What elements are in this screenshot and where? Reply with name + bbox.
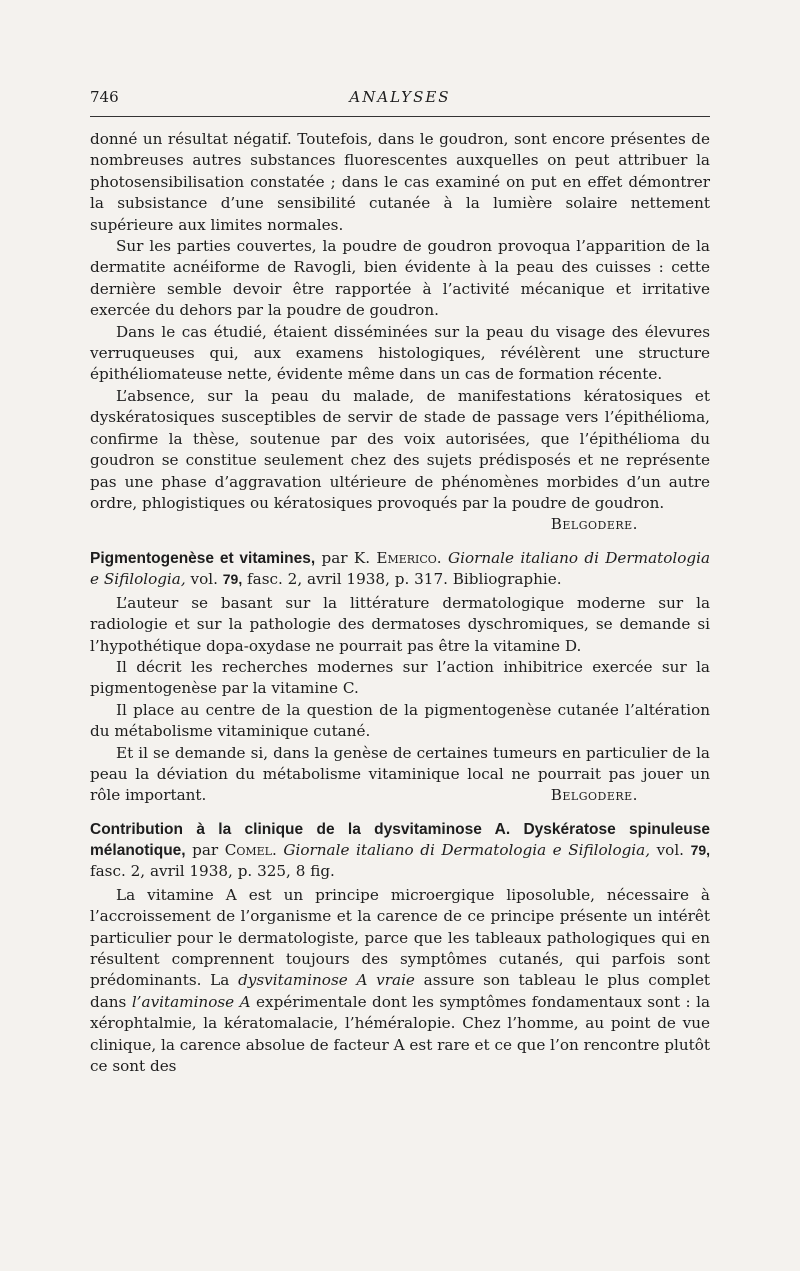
paragraph-text: Et il se demande si, dans la genèse de certaines tumeurs en particulier de la peau la déviation du métabolisme vitaminique local ne pourrait pas jouer un rôle important.: [90, 743, 710, 805]
reviewer-signature: Belgodere.: [550, 786, 638, 805]
journal-name: Giornale italiano di Dermatologia e Sifilologia,: [283, 840, 651, 859]
paragraph: [90, 743, 710, 807]
paragraph-text: expérimentale dont les symptômes fondamentaux sont : la xérophtalmie, la kératomalacie, l’héméralopie. Chez l’homme, au point de vue clinique, la carence absolue de facteur A est rare et ce que l’on rencontre plutôt ce sont des: [90, 992, 710, 1076]
volume-label: vol.: [190, 569, 218, 588]
volume-number: 79,: [690, 841, 711, 858]
paragraph: [90, 386, 710, 534]
citation-details: fasc. 2, avril 1938, p. 325, 8 fig.: [90, 861, 335, 880]
review-title: Pigmentogenèse et vitamines,: [90, 549, 316, 567]
paragraph-text: assure son tableau le plus complet dans: [90, 971, 711, 1011]
review-title: Contribution à la clinique de la dysvitaminose A. Dyskératose spinuleuse mélanotique,: [90, 820, 710, 859]
header-rule: [90, 116, 710, 117]
paragraph-text: La vitamine A est un principe microergique liposoluble, nécessaire à l’accroissement de l’organisme et la carence de ce principe présente un intérêt particulier pour le dermatologiste, parce que les tableaux pathologiques qui en résultent comprennent toujours des symptômes cutanés, qui parfois sont prédominants. La: [90, 885, 710, 990]
journal-name: Giornale italiano di Dermatologia e Sifilologia,: [90, 548, 711, 588]
by-word: par: [192, 840, 219, 859]
running-title: ANALYSES: [349, 88, 451, 106]
italic-term: l’avitaminose A: [131, 992, 251, 1011]
reviewer-signature: Belgodere.: [550, 515, 638, 534]
paragraph: donné un résultat négatif. Toutefois, dans le goudron, sont encore présentes de nombreuses autres substances fluorescentes auxquelles on peut attribuer la photosensibilisation constatée ; dans le cas examiné on put en effet démontrer la subsistance d’une sensibilité cutanée à la lumière solaire nettement supérieure aux limites normales.: [90, 130, 710, 234]
by-word: par: [321, 548, 348, 567]
author-name: K. Emerico.: [353, 548, 442, 567]
page-number: 746: [90, 88, 119, 106]
article-body: [90, 129, 710, 1077]
paragraph: Dans le cas étudié, étaient disséminées sur la peau du visage des élevures verruqueuses qui, aux examens histologiques, révélèrent une structure épithéliomateuse nette, évidente même dans un cas de formation récente.: [90, 322, 710, 384]
volume-number: 79,: [222, 570, 243, 587]
italic-term: dysvitaminose A vraie: [238, 971, 415, 990]
paragraph: L’auteur se basant sur la littérature dermatologique moderne sur la radiologie et sur la pathologie des dermatoses dyschromiques, se demande si l’hypothétique dopa-oxydase ne pourrait pas être la vitamine D.: [90, 593, 710, 655]
paragraph: Il décrit les recherches modernes sur l’action inhibitrice exercée sur la pigmentogenèse par la vitamine C.: [90, 657, 710, 698]
paragraph-text: L’absence, sur la peau du malade, de manifestations kératosiques et dyskératosiques susceptibles de servir de stade de passage vers l’épithélioma, confirme la thèse, soutenue par des voix autorisées, que l’épithélioma du goudron se constitue seulement chez des sujets prédisposés et ne représente pas une phase d’aggravation ultérieure de phénomènes morbides d’un autre ordre, phlogistiques ou kératosiques provoqués par la poudre de goudron.: [90, 386, 710, 512]
paragraph: Il place au centre de la question de la pigmentogenèse cutanée l’altération du métabolisme vitaminique cutané.: [90, 700, 710, 741]
review-heading: [90, 548, 710, 589]
running-head: [90, 88, 710, 114]
page: [90, 88, 710, 1077]
paragraph: [90, 885, 710, 1078]
review-heading: [90, 819, 710, 881]
author-name: Comel.: [224, 840, 277, 859]
volume-label: vol.: [656, 840, 685, 859]
citation-details: fasc. 2, avril 1938, p. 317. Bibliographie.: [247, 569, 562, 588]
paragraph: Sur les parties couvertes, la poudre de goudron provoqua l’apparition de la dermatite acnéiforme de Ravogli, bien évidente à la peau des cuisses : cette dernière semble devoir être rapportée à l’activité mécanique et irritative exercée du dehors par la poudre de goudron.: [90, 237, 710, 320]
